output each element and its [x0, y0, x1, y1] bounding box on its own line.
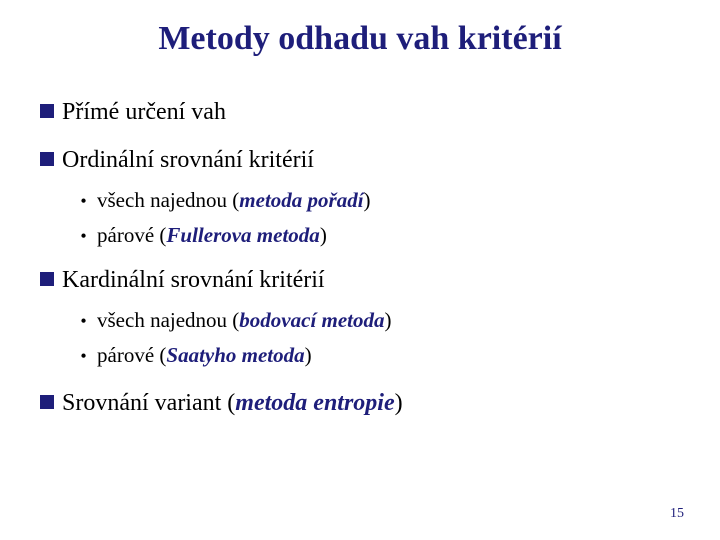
dot-bullet-icon: • [80, 226, 87, 246]
subitem-text: všech najednou ( [97, 308, 240, 332]
bullet-item-ordinal [40, 146, 314, 174]
square-bullet-icon [40, 152, 54, 166]
method-name: metoda pořadí [239, 188, 364, 212]
square-bullet-icon [40, 395, 54, 409]
subitem-close: ) [304, 343, 312, 367]
subitem-close: ) [319, 223, 327, 247]
page-number: 15 [670, 506, 684, 521]
subitem-text: všech najednou ( [97, 188, 240, 212]
dot-bullet-icon: • [80, 311, 87, 331]
subitem-text: párové ( [97, 343, 167, 367]
method-name: Saatyho metoda [166, 343, 305, 367]
subitem-close: ) [384, 308, 392, 332]
bullet-text: Srovnání variant ( [62, 390, 236, 416]
bullet-close: ) [394, 390, 403, 416]
subitem-ordinal-pairwise [78, 222, 327, 249]
bullet-item-variants [40, 389, 403, 417]
slide-title: Metody odhadu vah kritérií [158, 20, 562, 57]
subitem-cardinal-all [78, 307, 392, 334]
square-bullet-icon [40, 104, 54, 118]
method-name: bodovací metoda [239, 308, 385, 332]
bullet-item-cardinal [40, 266, 325, 294]
bullet-text: Přímé určení vah [62, 99, 226, 125]
subitem-ordinal-all [78, 187, 371, 214]
bullet-item-direct [40, 98, 226, 126]
bullet-text: Ordinální srovnání kritérií [62, 147, 314, 173]
method-name: metoda entropie [235, 390, 395, 416]
square-bullet-icon [40, 272, 54, 286]
dot-bullet-icon: • [80, 191, 87, 211]
subitem-text: párové ( [97, 223, 167, 247]
dot-bullet-icon: • [80, 346, 87, 366]
subitem-cardinal-pairwise [78, 342, 312, 369]
subitem-close: ) [363, 188, 371, 212]
bullet-text: Kardinální srovnání kritérií [62, 267, 325, 293]
method-name: Fullerova metoda [166, 223, 320, 247]
